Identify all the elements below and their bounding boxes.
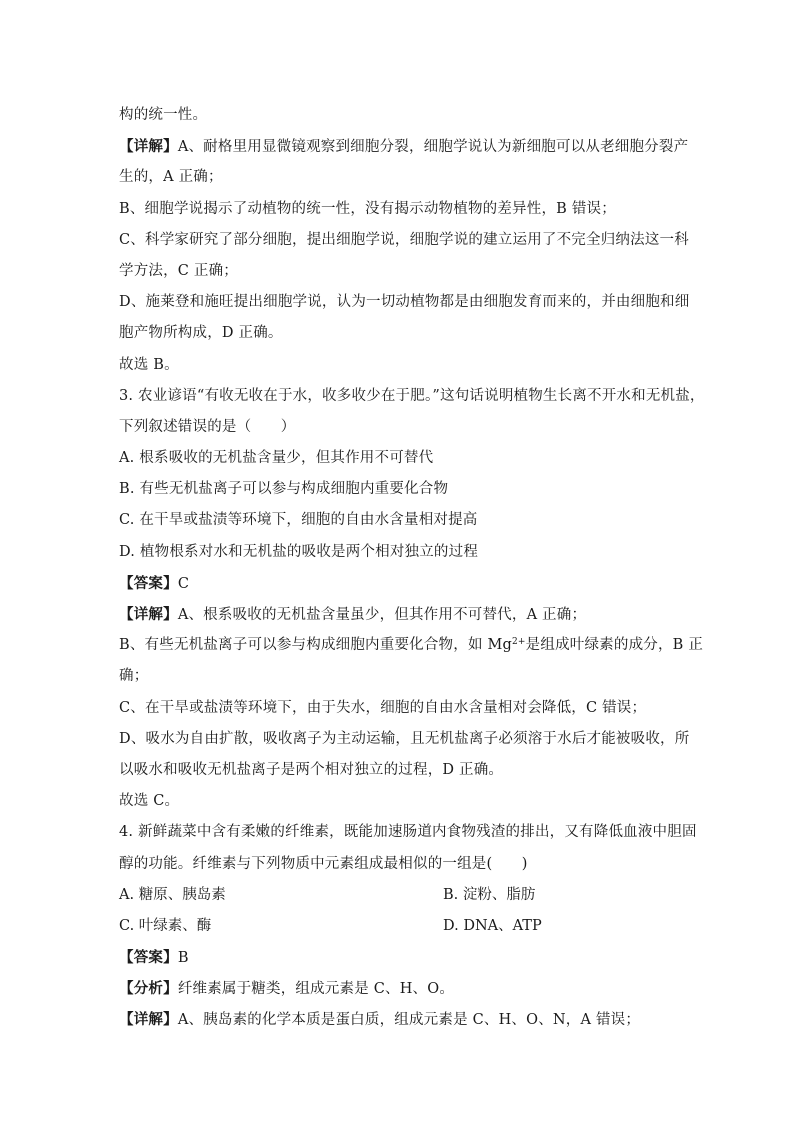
- superscript: 2+: [512, 637, 526, 648]
- detail-tag: 【详解】: [119, 1011, 178, 1029]
- question-stem: 3. 农业谚语“有收无收在于水，收多收少在于肥。”这句话说明植物生长离不开水和无机盐，: [119, 387, 705, 404]
- detail-text: A、胰岛素的化学本质是蛋白质，组成元素是 C、H、O、N，A 错误；: [177, 1012, 641, 1029]
- answer-tag: 【答案】: [119, 574, 178, 592]
- detail-text: B、有些无机盐离子可以参与构成细胞内重要化合物，如 Mg: [119, 637, 512, 654]
- detail-text: A、根系吸收的无机盐含量虽少，但其作用不可替代，A 正确；: [177, 607, 587, 623]
- answer-line: [119, 942, 679, 973]
- option-b: B. 淀粉、脂肪: [443, 886, 536, 903]
- detail-tag: 【详解】: [119, 606, 178, 623]
- analysis-text: 纤维素属于糖类，组成元素是 C、H、O。: [177, 981, 455, 998]
- text-line: C、在干旱或盐渍等环境下，由于失水，细胞的自由水含量相对会降低，C 错误；: [119, 699, 647, 716]
- option-b: B. 有些无机盐离子可以参与构成细胞内重要化合物: [119, 481, 449, 498]
- text-line: D、吸水为自由扩散，吸收离子为主动运输，且无机盐离子必须溶于水后才能被吸收，所: [119, 730, 690, 747]
- detail-line: [119, 599, 679, 630]
- text-line: D、施莱登和施旺提出细胞学说，认为一切动植物都是由细胞发育而来的，并由细胞和细: [119, 294, 690, 311]
- options-row: [119, 911, 679, 942]
- detail-line: [119, 1004, 679, 1035]
- text-line: 构的统一性。: [119, 107, 208, 123]
- option-d: D. 植物根系对水和无机盐的吸收是两个相对独立的过程: [119, 543, 479, 560]
- options-row: [119, 880, 679, 911]
- analysis-line: [119, 973, 679, 1004]
- analysis-tag: 【分析】: [119, 980, 178, 998]
- answer-tag: 【答案】: [119, 949, 178, 967]
- choice-conclusion: 故选 C。: [119, 793, 180, 810]
- detail-text: A、耐格里用显微镜观察到细胞分裂，细胞学说认为新细胞可以从老细胞分裂产: [177, 139, 689, 156]
- option-c: C. 叶绿素、酶: [119, 917, 212, 934]
- choice-conclusion: 故选 B。: [119, 356, 179, 373]
- text-line: C、科学家研究了部分细胞，提出细胞学说，细胞学说的建立运用了不完全归纳法这一科: [119, 231, 689, 248]
- option-d: D. DNA、ATP: [443, 917, 542, 934]
- option-a: A. 根系吸收的无机盐含量少，但其作用不可替代: [119, 450, 434, 467]
- text-line: 确；: [119, 668, 149, 685]
- detail-line: [119, 131, 689, 162]
- question-stem: 醇的功能。纤维素与下列物质中元素组成最相似的一组是( ): [119, 855, 528, 872]
- question-stem: 4. 新鲜蔬菜中含有柔嫩的纤维素，既能加速肠道内食物残渣的排出，又有降低血液中胆固: [119, 824, 697, 841]
- answer-value: C: [177, 575, 190, 592]
- answer-value: B: [177, 950, 189, 967]
- option-a: A. 糖原、胰岛素: [119, 886, 226, 903]
- text-line: 生的，A 正确；: [119, 169, 223, 186]
- option-c: C. 在干旱或盐渍等环境下，细胞的自由水含量相对提高: [119, 512, 478, 529]
- answer-line: [119, 568, 679, 599]
- text-line: 学方法，C 正确；: [119, 262, 239, 279]
- detail-text: 是组成叶绿素的成分，B 正: [525, 637, 704, 654]
- text-line: 胞产物所构成，D 正确。: [119, 325, 283, 342]
- question-stem: 下列叙述错误的是（ ）: [119, 418, 296, 435]
- document-page: [119, 100, 705, 1036]
- text-line: [119, 630, 704, 661]
- text-line: 以吸水和吸收无机盐离子是两个相对独立的过程，D 正确。: [119, 761, 504, 778]
- text-line: B、细胞学说揭示了动植物的统一性，没有揭示动物植物的差异性，B 错误；: [119, 200, 616, 217]
- detail-tag: 【详解】: [119, 138, 178, 156]
